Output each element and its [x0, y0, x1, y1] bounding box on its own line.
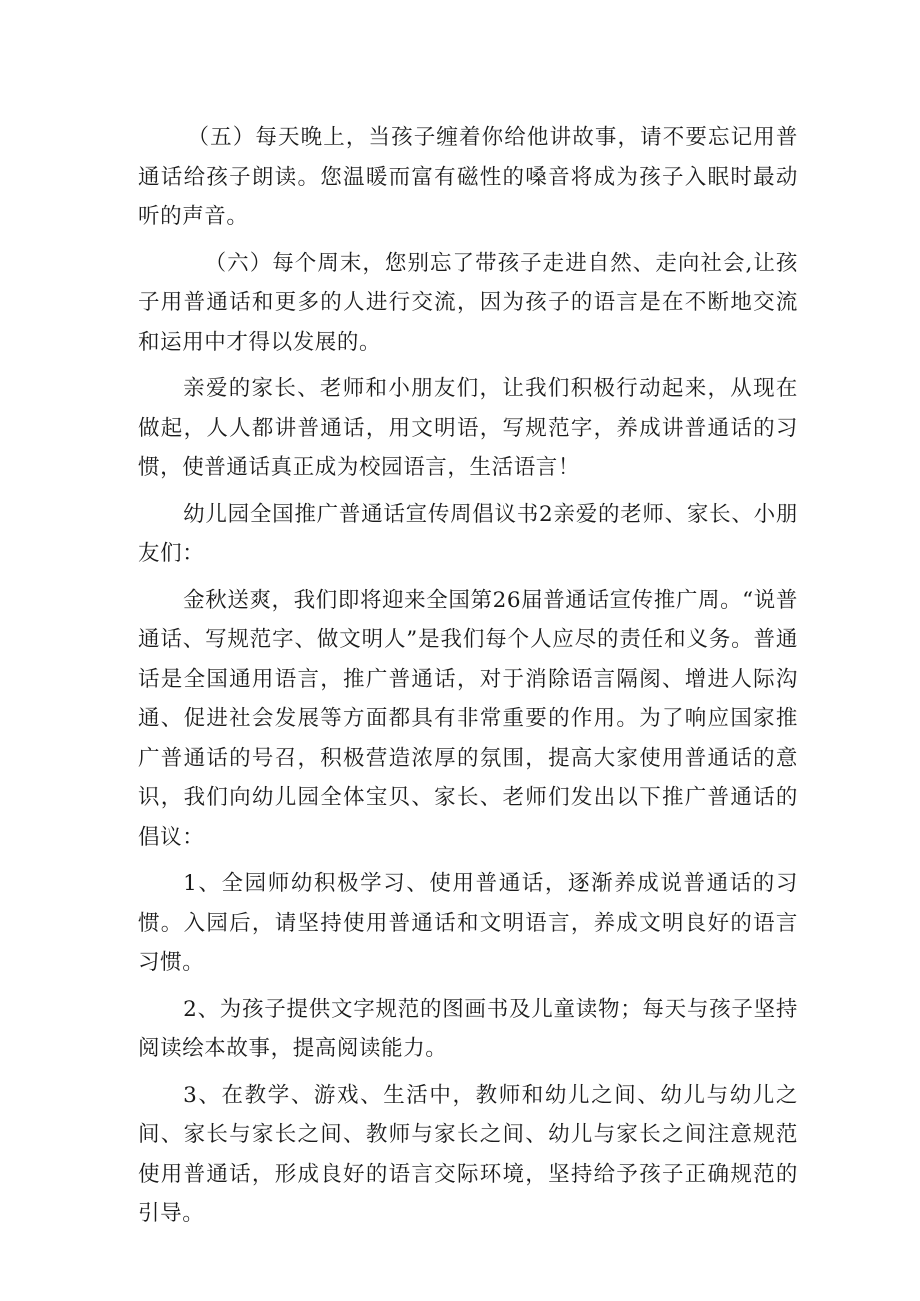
paragraph-item-1: 1、全园师幼积极学习、使用普通话，逐渐养成说普通话的习惯。入园后，请坚持使用普通话和文明语言，养成文明良好的语言习惯。 — [138, 871, 798, 975]
paragraph-6-weekend: （六）每个周末，您别忘了带孩子走进自然、走向社会,让孩子用普通话和更多的人进行交流，因为孩子的语言是在不断地交流和运用中才得以发展的。 — [138, 250, 798, 355]
paragraph-call-to-action: 亲爱的家长、老师和小朋友们，让我们积极行动起来，从现在做起，人人都讲普通话，用文明语，写规范字，养成讲普通话的习惯，使普通话真正成为校园语言，生活语言！ — [138, 376, 798, 480]
paragraph-proposal-2-heading: 幼儿园全国推广普通话宣传周倡议书2亲爱的老师、家长、小朋友们： — [138, 501, 798, 566]
paragraph-item-3: 3、在教学、游戏、生活中，教师和幼儿之间、幼儿与幼儿之间、家长与家长之间、教师与家长之间、幼儿与家长之间注意规范使用普通话，形成良好的语言交际环境，坚持给予孩子正确规范的引导。 — [138, 1082, 798, 1226]
document-body — [138, 118, 798, 1234]
paragraph-item-2: 2、为孩子提供文字规范的图画书及儿童读物；每天与孩子坚持阅读绘本故事，提高阅读能力。 — [138, 996, 798, 1061]
paragraph-5-bedtime-story: （五）每天晚上，当孩子缠着你给他讲故事，请不要忘记用普通话给孩子朗读。您温暖而富有磁性的嗓音将成为孩子入眠时最动听的声音。 — [138, 125, 798, 229]
paragraph-proposal-intro: 金秋送爽，我们即将迎来全国第26届普通话宣传推广周。“说普通话、写规范字、做文明人”是我们每个人应尽的责任和义务。普通话是全国通用语言，推广普通话，对于消除语言隔阂、增进人际沟通、促进社会发展等方面都具有非常重要的作用。为了响应国家推广普通话的号召，积极营造浓厚的氛围，提高大家使用普通话的意识，我们向幼儿园全体宝贝、家长、老师们发出以下推广普通话的倡议： — [138, 587, 798, 850]
